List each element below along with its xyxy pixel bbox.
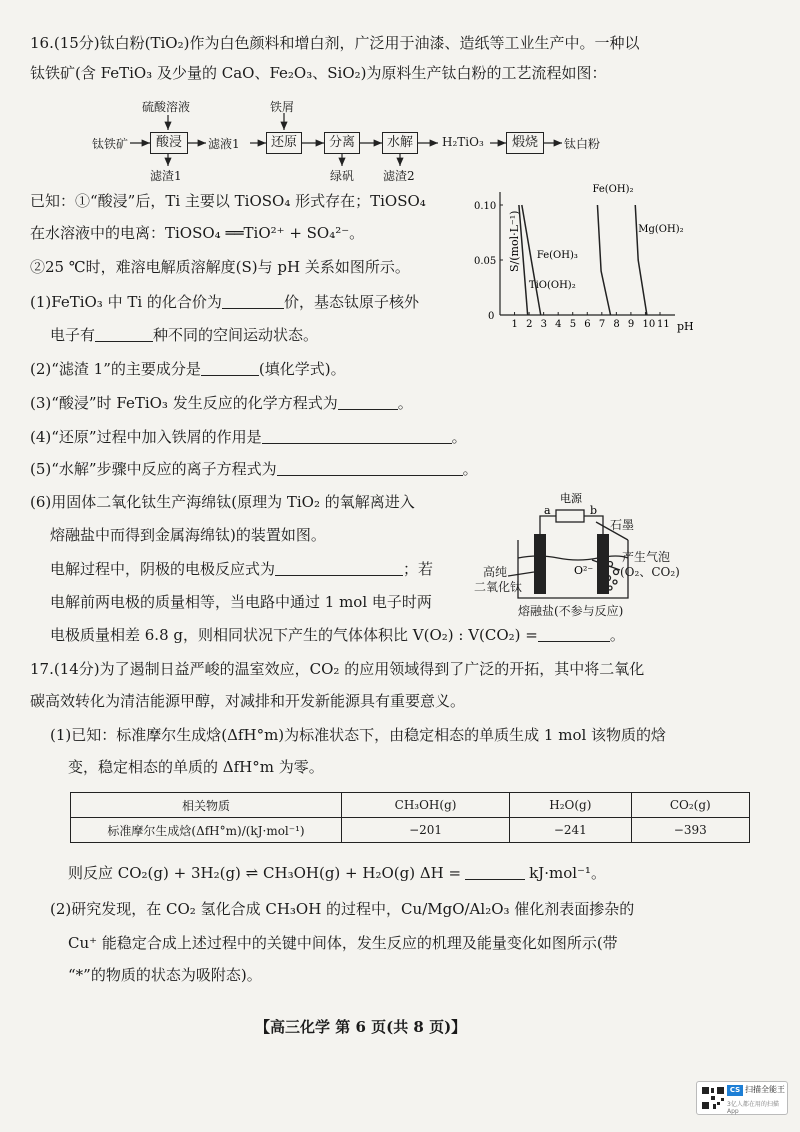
- q17-p1c-post: kJ·mol⁻¹。: [529, 864, 606, 882]
- x-tick-label: 2: [526, 319, 533, 330]
- q16-p5-pre: (5)“水解”步骤中反应的离子方程式为: [30, 460, 277, 478]
- power-label: 电源: [560, 492, 582, 505]
- x-tick-label: 1: [511, 319, 518, 330]
- q16-p5-post: 。: [462, 460, 478, 478]
- series-label: Mg(OH)₂: [638, 224, 684, 235]
- table-header-cell: CO₂(g): [631, 793, 749, 818]
- table-header-row: [71, 793, 750, 818]
- known-2: ②25 ℃时，难溶电解质溶解度(S)与 pH 关系如图所示。: [30, 258, 410, 276]
- q16-line1: 16.(15分)钛白粉(TiO₂)作为白色颜料和增白剂，广泛用于油漆、造纸等工业生产中。一种以: [30, 34, 640, 52]
- q16-p6e-pre: 电极质量相差 6.8 g，则相同状况下产生的气体体积比 V(O₂) : V(CO₂) =: [50, 626, 538, 644]
- series-label: Fe(OH)₃: [536, 250, 578, 261]
- series-line: [635, 205, 647, 315]
- q16-p2: [30, 358, 346, 380]
- q16-p6c-pre: 电解过程中，阴极的电极反应式为: [50, 560, 276, 578]
- flow-end: 钛白粉: [564, 137, 601, 151]
- q16-p5: [30, 458, 478, 480]
- x-tick-label: 10: [642, 319, 656, 330]
- y-axis-label: S/(mol·L⁻¹): [508, 210, 521, 272]
- q16-p6c: [50, 558, 433, 580]
- x-tick-label: 9: [627, 319, 635, 330]
- q17-line2: 碳高效转化为清洁能源甲醇，对减排和开发新能源具有重要意义。: [30, 692, 466, 710]
- q17-p2b: Cu⁺ 能稳定合成上述过程中的关键中间体，发生反应的机理及能量变化如图所示(带: [68, 934, 618, 952]
- table-header-cell: 相关物质: [71, 793, 342, 818]
- flow-iron-input: 铁屑: [270, 100, 295, 114]
- q16-p1b-post: 种不同的空间运动状态。: [153, 326, 319, 344]
- x-tick-label: 5: [569, 319, 577, 330]
- q16-p6c-post: ；若: [403, 560, 434, 578]
- x-tick-label: 3: [540, 319, 548, 330]
- flow-box-reduce: 还原: [266, 132, 302, 154]
- flow-residue2: 滤渣2: [383, 169, 415, 183]
- terminal-b-label: b: [590, 504, 598, 517]
- table-header-cell: CH₃OH(g): [342, 793, 510, 818]
- tio2-label-2: 二氧化钛: [474, 580, 523, 594]
- q16-p3: [30, 392, 413, 414]
- scanner-app-name: 扫描全能王: [745, 1085, 785, 1094]
- answer-blank-volume-ratio[interactable]: [538, 625, 610, 642]
- tio2-pointer: [508, 572, 534, 576]
- q16-p1b: [50, 324, 318, 346]
- q17-p1a: (1)已知：标准摩尔生成焓(ΔfH°m)为标准状态下，由稳定相态的单质生成 1 mol 该物质的焓: [50, 726, 667, 744]
- q17-line1: 17.(14分)为了遏制日益严峻的温室效应，CO₂ 的应用领域得到了广泛的开拓，其中将二氧化: [30, 660, 645, 678]
- q16-line2: 钛铁矿(含 FeTiO₃ 及少量的 CaO、Fe₂O₃、SiO₂)为原料生产钛白粉的工艺流程如图：: [30, 64, 607, 82]
- q16-p1a-post: 价，基态钛原子核外: [283, 293, 419, 311]
- q17-p2c: “*”的物质的状态为吸附态)。: [68, 966, 262, 984]
- origin-label: 0: [488, 311, 495, 322]
- answer-blank-ti-valence[interactable]: [222, 292, 284, 309]
- series-label: Fe(OH)₂: [592, 184, 634, 195]
- flow-green-vitriol: 绿矾: [330, 169, 355, 183]
- wire-a: [540, 516, 556, 534]
- table-cell-co2: −393: [631, 818, 749, 843]
- q17-p1b: 变，稳定相态的单质的 ΔfH°m 为零。: [68, 758, 324, 776]
- answer-blank-residue1[interactable]: [201, 359, 259, 376]
- flow-box-acid-leach: 酸浸: [150, 132, 188, 154]
- table-cell-h2o: −241: [510, 818, 631, 843]
- scanner-watermark: [696, 1081, 788, 1115]
- known-1b: 在水溶液中的电离：TiOSO₄ ══TiO²⁺ + SO₄²⁻。: [30, 224, 365, 242]
- x-tick-label: 6: [584, 319, 591, 330]
- flow-box-separate: 分离: [324, 132, 360, 154]
- x-tick-label: 4: [555, 319, 562, 330]
- x-tick-label: 8: [613, 319, 620, 330]
- q16-p2-pre: (2)“滤渣 1”的主要成分是: [30, 360, 201, 378]
- answer-blank-ionic-equation[interactable]: [277, 459, 463, 476]
- enthalpy-table: [70, 792, 750, 843]
- flow-residue1: 滤渣1: [150, 169, 182, 183]
- q16-p4-post: 。: [451, 428, 467, 446]
- molten-salt-label: 熔融盐(不参与反应): [518, 604, 624, 618]
- power-source: [556, 510, 584, 522]
- cathode-electrode: [534, 534, 546, 594]
- flow-box-calcine: 煅烧: [506, 132, 544, 154]
- series-line: [597, 205, 610, 315]
- answer-blank-cathode[interactable]: [275, 559, 403, 576]
- q16-p3-pre: (3)“酸浸”时 FeTiO₃ 发生反应的化学方程式为: [30, 394, 338, 412]
- q17-p1c-pre: 则反应 CO₂(g) + 3H₂(g) ⇌ CH₃OH(g) + H₂O(g) ΔH =: [68, 864, 462, 882]
- solubility-chart: [455, 180, 695, 340]
- bubbles-label-2: (O₂、CO₂): [620, 565, 680, 579]
- q16-p4-pre: (4)“还原”过程中加入铁屑的作用是: [30, 428, 262, 446]
- q16-p2-post: (填化学式)。: [258, 360, 346, 378]
- table-cell-ch3oh: −201: [342, 818, 510, 843]
- q17-p2a: (2)研究发现，在 CO₂ 氢化合成 CH₃OH 的过程中，Cu/MgO/Al₂O₃ 催化剂表面掺杂的: [50, 900, 635, 918]
- anode-graphite: [597, 534, 609, 594]
- q16-p6e: [50, 624, 625, 646]
- y-tick-label: 0.05: [474, 256, 497, 267]
- q16-p3-post: 。: [397, 394, 413, 412]
- answer-blank-equation[interactable]: [338, 393, 398, 410]
- graphite-label: 石墨: [610, 518, 635, 532]
- y-tick-label: 0.10: [474, 201, 497, 212]
- flow-filtrate1: 滤液1: [208, 137, 240, 151]
- answer-blank-orbitals[interactable]: [95, 325, 153, 342]
- flow-start: 钛铁矿: [92, 137, 129, 151]
- known-1a: 已知：①“酸浸”后，Ti 主要以 TiOSO₄ 形式存在；TiOSO₄: [30, 192, 426, 210]
- bubbles-label-1: 产生气泡: [622, 550, 671, 564]
- page-footer: 【高三化学 第 6 页(共 8 页)】: [255, 1018, 467, 1036]
- flow-box-hydrolysis: 水解: [382, 132, 418, 154]
- qr-code-icon: [701, 1086, 725, 1110]
- flow-h2tio3: H₂TiO₃: [442, 135, 484, 149]
- q16-p1a-pre: (1)FeTiO₃ 中 Ti 的化合价为: [30, 293, 222, 311]
- q16-p6b: 熔融盐中而得到金属海绵钛)的装置如图。: [50, 526, 326, 544]
- scanner-app-tagline: 3亿人都在用的扫描App: [727, 1101, 779, 1115]
- tio2-label-1: 高纯: [483, 565, 508, 579]
- q16-p1a: [30, 291, 419, 313]
- table-header-cell: H₂O(g): [510, 793, 631, 818]
- flow-arrows: [0, 0, 800, 190]
- x-tick-label: 11: [657, 319, 670, 330]
- table-row-label: 标准摩尔生成焓(ΔfH°m)/(kJ·mol⁻¹): [71, 818, 342, 843]
- q17-p1c: [68, 862, 606, 884]
- q16-p6a: (6)用固体二氧化钛生产海绵钛(原理为 TiO₂ 的氧解离进入: [30, 493, 415, 511]
- answer-blank-iron-role[interactable]: [262, 427, 452, 444]
- table-row: [71, 818, 750, 843]
- q16-p6d: 电解前两电极的质量相等，当电路中通过 1 mol 电子时两: [50, 593, 432, 611]
- q16-p4: [30, 426, 467, 448]
- ion-label: O²⁻: [574, 564, 594, 577]
- q16-p1b-pre: 电子有: [50, 326, 96, 344]
- cs-badge: CS: [727, 1085, 743, 1096]
- q16-p6e-post: 。: [609, 626, 625, 644]
- x-axis-label: pH: [677, 320, 694, 333]
- terminal-a-label: a: [544, 504, 551, 517]
- series-label: TiO(OH)₂: [528, 280, 576, 291]
- x-tick-label: 7: [598, 319, 606, 330]
- answer-blank-delta-h[interactable]: [465, 863, 525, 880]
- flow-acid-input: 硫酸溶液: [142, 100, 191, 114]
